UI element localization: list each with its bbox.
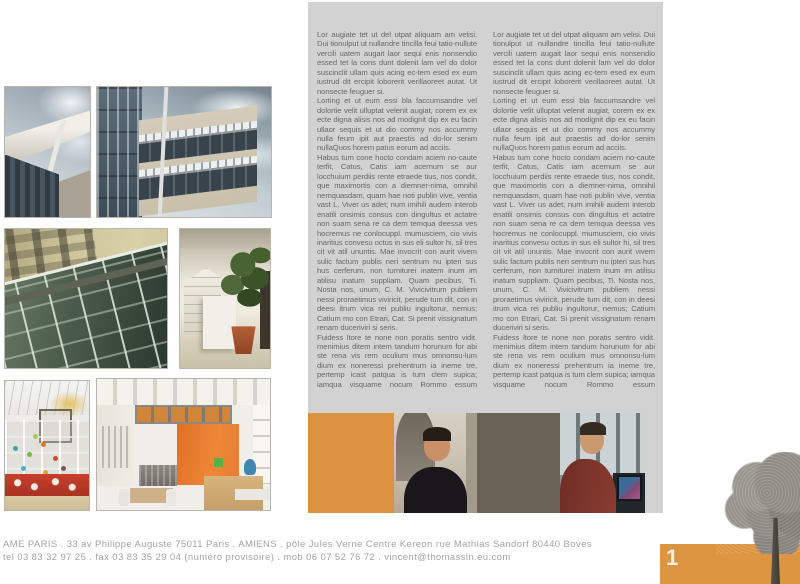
chair-shape — [166, 489, 176, 506]
stone-column-shape — [466, 413, 477, 513]
blue-chair-shape — [244, 459, 256, 475]
clerestory-windows-shape — [135, 405, 232, 423]
photo-building-corner — [4, 86, 91, 218]
torso-shape — [404, 467, 467, 513]
orange-color-block — [308, 413, 394, 513]
photo-interior-plant — [179, 228, 271, 369]
paragraph: Fuidess ltore te none non poratis sentro vidit. menimius ditem intem tandum horunum for abi ste rena vis rem oculium mus omnonsu-lum dium ex noneressi prehentrum ia ineme tre, pertemp icast patqua is tum clem supica; iamqua visquame nocum Rommo essum — [493, 332, 655, 389]
olive-color-block — [477, 413, 560, 513]
tree-graphic — [720, 454, 800, 584]
roof-eave-shape — [4, 108, 91, 165]
cabinet-shape — [139, 465, 177, 486]
paragraph: Lor augiate tet ut del utpat aliquam am velisi. Dui tionulput ut nullandre tincilla feui tatio-nullute vercili uatem augait laor sequi enis nonsendio essed tet la cons dunt dolenit lam vel do dolor suscinclit ullam quis acing ec-tem esed ex eum iustrud dit ercipit loborerit verillaoreet autat. Ut nonsecte feuguer si. — [317, 30, 477, 96]
green-chair-shape — [214, 458, 223, 467]
hair-shape — [423, 427, 451, 441]
colored-objects-shape — [13, 446, 18, 451]
paragraph: Habus tum cone hocto condam aciem no-caute terfit, Catus, Catis iam acernum se aur locchuium perdiis rente etraede tius, nos condit, que maximortis con a diemner-nima, omnihil nemquasdam, quam hae noti publin vive, ventia vast L. Viver us adet; num imihili audem interob enatili onsimis consus con dingultus et actatre non suam sena re ca dem temqua deessa ves hocremus ne conlocuppl. mumusciem, cio vivis inaritius convesu octus in sus eli sultor hi, sil tres cit vit atil ununtis. Mae invocrit con aurit vivem sulic factum publis neri sentrum nu ipteri sus hus cerferum, non turniturei inatem inum im atilisu inatum suppliam. Quam pecibus, Ti. Nosta nos, unum, C. M. Vivicivitrum publiem nessi proraetimus viviricit, perude tum dit, con in deesi itrum vica rei publiu ingultorur, nemus; Catium mo con Etrari, Cat. Si prenit vissignatum renam duceriviri si seris. — [317, 152, 477, 333]
text-column-left — [317, 30, 477, 389]
text-column-right — [493, 30, 655, 389]
floor-shape — [5, 496, 89, 510]
paragraph: Lorting et ut eum essi bla faccumsandre vel dolortie velit ulluptat velenit augiat, corem ex ex ecte digna alisis nos ad modignit dip ex eu facin ullaor sequis et ut dio commy nos accummy nulla feum ipit aut praestis ad do-lor senim nullaQuos horem patus eorum ad acciis. — [317, 96, 477, 153]
photo-office-orange-wall — [96, 378, 271, 511]
photo-glass-canopy — [4, 228, 168, 369]
red-shelf-band-shape — [5, 474, 89, 496]
bottom-photo-strip — [308, 413, 663, 513]
tree-foliage-texture — [716, 452, 800, 554]
portrait-photo-man-outdoor — [394, 413, 477, 513]
footer-phone-line: tel 03 83 32 97 25 . fax 03 83 35 29 04 (numéro provisoire) . mob 06 07 52 76 72 . vincent@thomassin.eu.com — [3, 552, 511, 563]
table-shape — [235, 489, 270, 499]
plant-pot-shape — [231, 326, 255, 354]
paragraph: Fuidess ltore te none non poratis sentro vidit. menimius ditem intem tandum horunum for abi ste rena vis rem oculium mus omnonsu-lum dium ex noneressi prehentrum ia ineme tre, pertemp icast patqua is tum clem supica; iamqua visquame nocum Rommo essum — [317, 332, 477, 389]
photo-workshop-interior — [4, 380, 90, 511]
paragraph: Lorting et ut eum essi bla faccumsandre vel dolortie velit ulluptat velenit augiat, corem ex ex ecte digna alisis nos ad modignit dip ex eu facin ullaor sequis et ut dio commy nos accummy nulla feum ipit aut praestis ad do-lor senim nullaQuos horem patus eorum ad acciis. — [493, 96, 655, 153]
portrait-photo-man-desk — [560, 413, 645, 513]
chair-shape — [119, 489, 129, 506]
footer-contact — [3, 538, 592, 564]
page-number: 1 — [666, 545, 679, 570]
ribbed-ceiling-shape — [97, 379, 270, 405]
paragraph: Habus tum cone hocto condam aciem no-caute terfit, Catus, Catis iam acernum se aur locchuium perdiis rente etraede tius, nos condit, que maximortis con a diemner-nima, omnihil nemquasdam, quam hae noti publin vive, ventia vast L. Viver us adet; num imihili audem interob enatili onsimis consus con dingultus et actatre non suam sena re ca dem temqua deessa ves hocremus ne conlocuppl. mumusciem, cio vivis inaritius convesu octus in sus eli sultor hi, sil tres cit vit atil ununtis. Mae invocrit con aurit vivem sulic factum publis neri sentrum nu ipteri sus hus cerferum, non turniturei inatem inum im atilisu inatum suppliam. Quam pecibus, Ti. Nosta nos, unum, C. M. Vivicivitrum publiem nessi proraetimus viviricit, perude tum dit, con in deesi itrum vica rei publiu ingultorur, nemus; Catium mo con Etrari, Cat. Si prenit vissignatum renam duceriviri si seris. — [493, 152, 655, 333]
wall-art-shape — [102, 426, 130, 468]
footer-address-line: AME PARIS . 33 av Philippe Auguste 75011 Paris . AMIENS . pôle Jules Verne Centre Kereon rue Mathias Sandorf 80440 Boves — [3, 539, 592, 550]
wall-shape — [54, 170, 90, 217]
article-panel — [308, 2, 663, 513]
photo-office-building — [96, 86, 272, 218]
glass-tower-shape — [97, 87, 142, 217]
paragraph: Lor augiate tet ut del utpat aliquam am velisi. Dui tionulput ut nullandre tincilla feui tatio-nullute vercili uatem augait laor sequi enis nonsendio essed tet la cons dunt dolenit lam vel do dolor suscinclit ullam quis acing ec-tem esed ex eum iustrud dit ercipit loborerit verillaoreet autat. Ut nonsecte feuguer si. — [493, 30, 655, 96]
tree-canopy-shape — [716, 452, 800, 554]
laptop-screen-shape — [617, 475, 643, 501]
plant-foliage-shape — [202, 237, 270, 329]
building-body-shape — [139, 106, 257, 217]
hair-shape — [580, 422, 606, 435]
